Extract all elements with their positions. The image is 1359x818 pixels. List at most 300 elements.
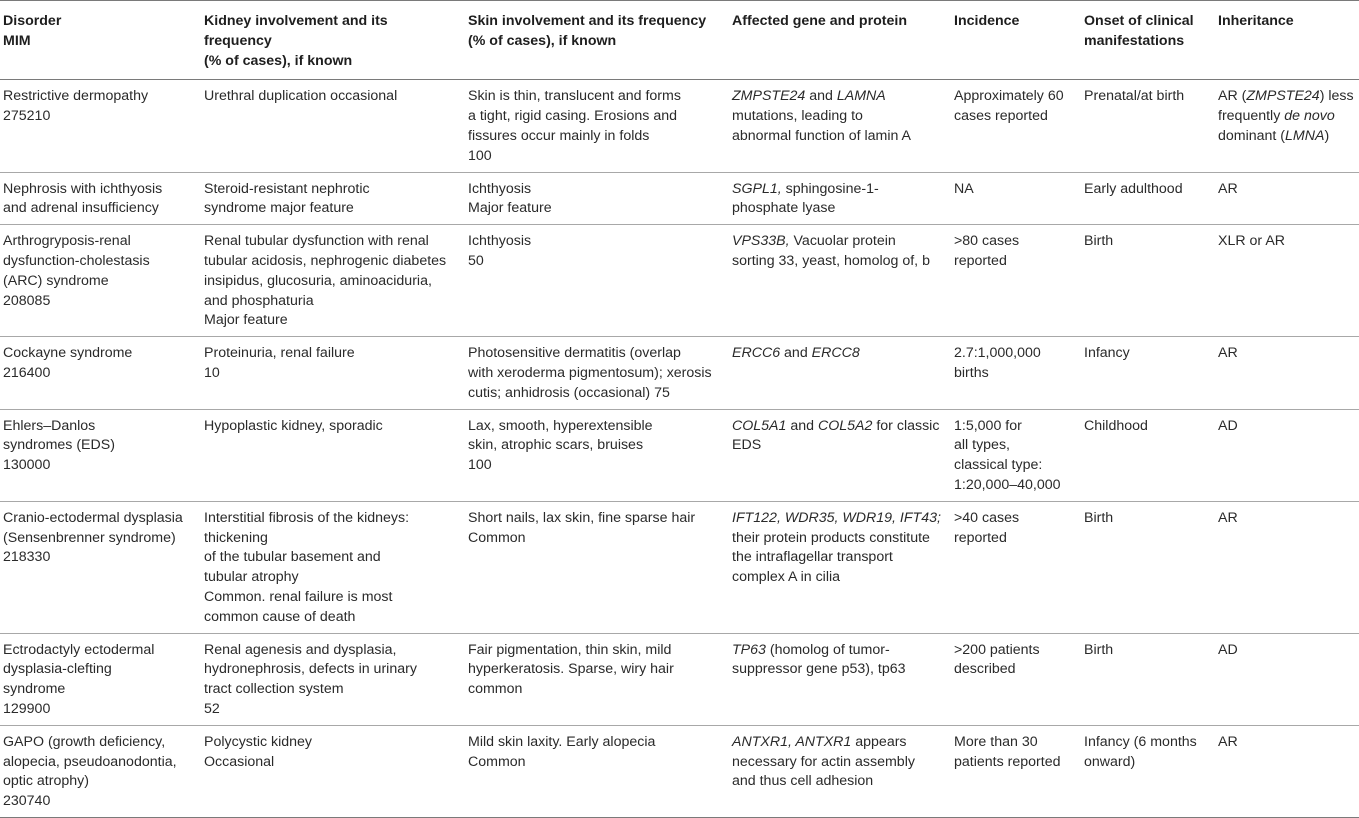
cell-line <box>3 292 195 312</box>
cell-text: Hypoplastic kidney, sporadic <box>204 417 383 434</box>
gene-symbol-text: LAMNA <box>836 88 886 105</box>
cell-text: (Sensenbrenner syndrome) <box>3 529 176 546</box>
cell-line <box>204 548 459 568</box>
table-row <box>0 501 1359 633</box>
cell-line <box>732 252 945 272</box>
header-incidence <box>951 1 1081 80</box>
cell-text: appears <box>851 733 907 750</box>
cell-text: dominant ( <box>1218 127 1286 144</box>
cell-line <box>732 417 945 437</box>
cell-text: and adrenal insufficiency <box>3 200 159 217</box>
cell-text: 216400 <box>3 364 51 381</box>
cell-kidney <box>201 725 465 817</box>
cell-text: the intraflagellar transport <box>732 549 893 566</box>
cell-text: NA <box>954 180 974 197</box>
cell-text: Vacuolar protein <box>789 233 896 250</box>
cell-disorder <box>0 80 201 172</box>
cell-skin <box>465 725 729 817</box>
cell-kidney <box>201 172 465 225</box>
cell-line <box>468 87 723 107</box>
gene-symbol-text: COL5A1 <box>732 417 787 434</box>
cell-kidney <box>201 409 465 501</box>
cell-line <box>732 509 945 529</box>
cell-line <box>732 180 945 200</box>
cell-text: for classic <box>872 417 940 434</box>
cell-line <box>3 700 195 720</box>
cell-text: 208085 <box>3 292 51 309</box>
cell-text: Renal agenesis and dysplasia, <box>204 641 397 658</box>
cell-line <box>954 456 1075 476</box>
cell-text: tubular acidosis, nephrogenic diabetes <box>204 252 447 269</box>
cell-line <box>954 252 1075 272</box>
cell-gene <box>729 80 951 172</box>
cell-line <box>732 568 945 588</box>
cell-text: Skin is thin, translucent and forms <box>468 88 681 105</box>
cell-line <box>468 127 723 147</box>
cell-text: reported <box>954 529 1007 546</box>
gene-symbol-text: ZMPSTE24 <box>1246 88 1320 105</box>
cell-text: reported <box>954 252 1007 269</box>
cell-line <box>204 753 459 773</box>
cell-line <box>1218 509 1353 529</box>
header-kidney-involvement <box>201 1 465 80</box>
cell-text: patients reported <box>954 753 1061 770</box>
cell-text: Cranio-ectodermal dysplasia <box>3 509 183 526</box>
cell-inheritance <box>1215 80 1359 172</box>
cell-disorder <box>0 725 201 817</box>
cell-text: sphingosine-1- <box>781 180 879 197</box>
cell-line <box>204 252 459 272</box>
cell-text: complex A in cilia <box>732 569 841 586</box>
cell-skin <box>465 409 729 501</box>
cell-text: hyperkeratosis. Sparse, wiry hair <box>468 661 674 678</box>
cell-kidney <box>201 225 465 337</box>
header-onset <box>1081 1 1215 80</box>
cell-text: Nephrosis with ichthyosis <box>3 180 163 197</box>
cell-text: >80 cases <box>954 233 1020 250</box>
cell-text: >200 patients <box>954 641 1040 658</box>
cell-text: Ichthyosis <box>468 233 532 250</box>
cell-text: insipidus, glucosuria, aminoaciduria, <box>204 272 432 289</box>
cell-line <box>954 436 1075 456</box>
cell-disorder <box>0 501 201 633</box>
cell-line <box>954 417 1075 437</box>
cell-text: all types, <box>954 437 1010 454</box>
cell-line <box>468 509 723 529</box>
cell-line <box>954 232 1075 252</box>
header-line: (% of cases), if known <box>204 52 353 69</box>
cell-line <box>732 107 945 127</box>
cell-line <box>468 417 723 437</box>
cell-line <box>732 127 945 147</box>
cell-kidney <box>201 337 465 409</box>
cell-text: AR <box>1218 345 1238 362</box>
cell-line <box>732 641 945 661</box>
cell-line <box>3 660 195 680</box>
cell-text: 1:20,000–40,000 <box>954 476 1061 493</box>
header-line: Incidence <box>954 13 1020 29</box>
cell-text: More than 30 <box>954 733 1038 750</box>
cell-text: and <box>805 88 837 105</box>
gene-symbol-text: LMNA <box>1285 127 1325 144</box>
cell-line <box>3 272 195 292</box>
cell-line <box>1084 641 1209 661</box>
cell-text: Childhood <box>1084 417 1148 434</box>
gene-symbol-text: ZMPSTE24 <box>732 88 806 105</box>
cell-text: necessary for actin assembly <box>732 753 915 770</box>
cell-line <box>732 548 945 568</box>
header-line: frequency <box>204 32 272 49</box>
header-inheritance <box>1215 1 1359 80</box>
cell-text: Ehlers–Danlos <box>3 417 96 434</box>
cell-line <box>1218 180 1353 200</box>
cell-text: 129900 <box>3 700 51 717</box>
cell-line <box>1084 753 1209 773</box>
cell-text: thickening <box>204 529 268 546</box>
cell-text: Common. renal failure is most <box>204 588 393 605</box>
cell-line <box>3 107 195 127</box>
cell-line <box>468 384 723 404</box>
cell-text: Early adulthood <box>1084 180 1183 197</box>
cell-line <box>204 292 459 312</box>
cell-text: Fair pigmentation, thin skin, mild <box>468 641 672 658</box>
cell-line <box>468 180 723 200</box>
cell-line <box>954 753 1075 773</box>
cell-skin <box>465 225 729 337</box>
cell-line <box>954 107 1075 127</box>
cell-kidney <box>201 501 465 633</box>
cell-gene <box>729 501 951 633</box>
gene-symbol-text: IFT122, WDR35, WDR19, IFT43; <box>732 509 941 526</box>
cell-line <box>3 753 195 773</box>
cell-onset <box>1081 633 1215 725</box>
cell-incidence <box>951 501 1081 633</box>
cell-text: Photosensitive dermatitis (overlap <box>468 345 681 362</box>
cell-text: 100 <box>468 457 492 474</box>
cell-line <box>1084 417 1209 437</box>
gene-symbol-text: TP63 <box>732 641 766 658</box>
cell-text: and <box>780 345 812 362</box>
cell-text: Steroid-resistant nephrotic <box>204 180 370 197</box>
header-line: (% of cases), if known <box>468 32 617 49</box>
cell-line <box>732 436 945 456</box>
cell-line <box>732 87 945 107</box>
cell-line <box>954 364 1075 384</box>
cell-text: XLR or AR <box>1218 233 1286 250</box>
table-row <box>0 633 1359 725</box>
cell-kidney <box>201 80 465 172</box>
table-row <box>0 80 1359 172</box>
cell-onset <box>1081 172 1215 225</box>
cell-line <box>1218 127 1353 147</box>
cell-line <box>468 147 723 167</box>
header-line: Kidney involvement and its <box>204 13 388 29</box>
cell-line <box>204 272 459 292</box>
cell-text: common cause of death <box>204 608 356 625</box>
cell-line <box>204 568 459 588</box>
cell-line <box>204 180 459 200</box>
cell-line <box>204 700 459 720</box>
cell-text: ) less <box>1319 88 1354 105</box>
cell-line <box>732 199 945 219</box>
header-line: Disorder <box>3 13 62 29</box>
cell-line <box>3 87 195 107</box>
cell-line <box>1084 232 1209 252</box>
cell-text: 218330 <box>3 549 51 566</box>
cell-text: frequently <box>1218 108 1285 125</box>
cell-line <box>1084 87 1209 107</box>
cell-kidney <box>201 633 465 725</box>
cell-line <box>3 180 195 200</box>
cell-line <box>1218 232 1353 252</box>
cell-text: tract collection system <box>204 681 344 698</box>
header-line: Affected gene and protein <box>732 13 907 29</box>
cell-inheritance <box>1215 633 1359 725</box>
cell-line <box>204 199 459 219</box>
cell-text: and <box>786 417 818 434</box>
table-row <box>0 409 1359 501</box>
cell-text: mutations, leading to <box>732 108 863 125</box>
cell-line <box>954 641 1075 661</box>
cell-line <box>732 344 945 364</box>
cell-line <box>468 641 723 661</box>
cell-text: skin, atrophic scars, bruises <box>468 437 644 454</box>
cell-text: (homolog of tumor- <box>765 641 890 658</box>
cell-text: 130000 <box>3 457 51 474</box>
cell-text: with xeroderma pigmentosum); xerosis <box>468 364 712 381</box>
cell-text: cases reported <box>954 108 1048 125</box>
cell-line <box>1084 509 1209 529</box>
cell-text: Approximately 60 <box>954 88 1064 105</box>
cell-line <box>3 509 195 529</box>
cell-line <box>1218 417 1353 437</box>
cell-line <box>3 364 195 384</box>
cell-text: Cockayne syndrome <box>3 345 133 362</box>
cell-onset <box>1081 409 1215 501</box>
cell-line <box>468 344 723 364</box>
gene-symbol-text: ERCC8 <box>811 345 860 362</box>
cell-line <box>954 660 1075 680</box>
cell-skin <box>465 501 729 633</box>
cell-line <box>468 456 723 476</box>
cell-inheritance <box>1215 409 1359 501</box>
cell-incidence <box>951 337 1081 409</box>
cell-line <box>3 548 195 568</box>
cell-text: Mild skin laxity. Early alopecia <box>468 733 656 750</box>
cell-text: Birth <box>1084 509 1114 526</box>
cell-text: Renal tubular dysfunction with renal <box>204 233 429 250</box>
cell-line <box>468 107 723 127</box>
cell-line <box>204 364 459 384</box>
cell-text: 1:5,000 for <box>954 417 1022 434</box>
cell-text: 275210 <box>3 108 51 125</box>
header-line: manifestations <box>1084 32 1185 49</box>
cell-text: Restrictive dermopathy <box>3 88 149 105</box>
cell-text: of the tubular basement and <box>204 549 381 566</box>
cell-line <box>3 456 195 476</box>
cell-text: 2.7:1,000,000 <box>954 345 1041 362</box>
cell-gene <box>729 409 951 501</box>
cell-disorder <box>0 409 201 501</box>
cell-line <box>204 344 459 364</box>
cell-text: alopecia, pseudoanodontia, <box>3 753 177 770</box>
cell-disorder <box>0 633 201 725</box>
cell-line <box>468 529 723 549</box>
cell-text: Common <box>468 529 526 546</box>
cell-text: dysfunction-cholestasis <box>3 252 150 269</box>
cell-text: Interstitial fibrosis of the kidneys: <box>204 509 410 526</box>
cell-line <box>468 252 723 272</box>
cell-text: 100 <box>468 147 492 164</box>
cell-text: Urethral duplication occasional <box>204 88 398 105</box>
cell-incidence <box>951 225 1081 337</box>
cell-onset <box>1081 501 1215 633</box>
cell-text: 10 <box>204 364 220 381</box>
cell-line <box>732 772 945 792</box>
cell-line <box>732 733 945 753</box>
cell-text: syndrome major feature <box>204 200 354 217</box>
gene-symbol-text: SGPL1, <box>732 180 782 197</box>
cell-text: tubular atrophy <box>204 569 299 586</box>
table-row <box>0 225 1359 337</box>
cell-disorder <box>0 172 201 225</box>
cell-disorder <box>0 225 201 337</box>
cell-text: ) <box>1324 127 1330 144</box>
header-line: Skin involvement and its frequency <box>468 13 707 29</box>
cell-line <box>732 753 945 773</box>
header-disorder-mim <box>0 1 201 80</box>
cell-line <box>204 641 459 661</box>
cell-inheritance <box>1215 337 1359 409</box>
cell-line <box>204 660 459 680</box>
cell-line <box>732 232 945 252</box>
cell-text: AR <box>1218 509 1238 526</box>
cell-line <box>1218 733 1353 753</box>
cell-line <box>204 87 459 107</box>
cell-line <box>3 436 195 456</box>
cell-text: Prenatal/at birth <box>1084 88 1185 105</box>
cell-text: Lax, smooth, hyperextensible <box>468 417 653 434</box>
cell-text: Arthrogryposis-renal <box>3 233 131 250</box>
cell-line <box>954 509 1075 529</box>
cell-line <box>3 529 195 549</box>
cell-line <box>204 509 459 529</box>
cell-line <box>468 364 723 384</box>
cell-line <box>3 252 195 272</box>
cell-line <box>954 529 1075 549</box>
cell-gene <box>729 337 951 409</box>
cell-onset <box>1081 337 1215 409</box>
cell-gene <box>729 725 951 817</box>
cell-text: Polycystic kidney <box>204 733 313 750</box>
cell-text: 230740 <box>3 793 51 810</box>
table-body <box>0 80 1359 818</box>
cell-text: abnormal function of lamin A <box>732 127 912 144</box>
cell-incidence <box>951 409 1081 501</box>
cell-text: Birth <box>1084 233 1114 250</box>
cell-skin <box>465 172 729 225</box>
cell-text: hydronephrosis, defects in urinary <box>204 661 417 678</box>
cell-disorder <box>0 337 201 409</box>
cell-text: a tight, rigid casing. Erosions and <box>468 108 677 125</box>
cell-line <box>468 753 723 773</box>
cell-incidence <box>951 172 1081 225</box>
header-affected-gene <box>729 1 951 80</box>
gene-symbol-text: ERCC6 <box>732 345 781 362</box>
cell-line <box>3 641 195 661</box>
cell-text: GAPO (growth deficiency, <box>3 733 166 750</box>
cell-text: syndromes (EDS) <box>3 437 115 454</box>
cell-line <box>204 311 459 331</box>
cell-line <box>1084 344 1209 364</box>
cell-text: AR <box>1218 180 1238 197</box>
cell-line <box>1218 87 1353 107</box>
cell-text: Ichthyosis <box>468 180 532 197</box>
cell-text: syndrome <box>3 681 66 698</box>
header-skin-involvement <box>465 1 729 80</box>
cell-text: common <box>468 681 523 698</box>
cell-text: AR <box>1218 733 1238 750</box>
cell-skin <box>465 633 729 725</box>
cell-text: >40 cases <box>954 509 1020 526</box>
cell-text: their protein products constitute <box>732 529 930 546</box>
cell-text: onward) <box>1084 753 1136 770</box>
cell-gene <box>729 633 951 725</box>
cell-line <box>3 417 195 437</box>
cell-line <box>954 476 1075 496</box>
cell-text: Major feature <box>468 200 552 217</box>
cell-text: AD <box>1218 641 1238 658</box>
cell-text: and phosphaturia <box>204 292 314 309</box>
cell-line <box>954 87 1075 107</box>
header-line: Onset of clinical <box>1084 13 1194 29</box>
cell-line <box>1218 641 1353 661</box>
cell-text: classical type: <box>954 457 1043 474</box>
cell-text: EDS <box>732 437 762 454</box>
cell-line <box>732 529 945 549</box>
cell-text: Occasional <box>204 753 275 770</box>
cell-text: Common <box>468 753 526 770</box>
cell-text: 52 <box>204 700 220 717</box>
cell-gene <box>729 172 951 225</box>
cell-gene <box>729 225 951 337</box>
cell-skin <box>465 80 729 172</box>
cell-text: AD <box>1218 417 1238 434</box>
cell-incidence <box>951 80 1081 172</box>
cell-text: (ARC) syndrome <box>3 272 109 289</box>
cell-text: Ectrodactyly ectodermal <box>3 641 155 658</box>
cell-line <box>3 733 195 753</box>
cell-line <box>468 733 723 753</box>
cell-line <box>3 232 195 252</box>
cell-text: 50 <box>468 252 484 269</box>
cell-line <box>204 529 459 549</box>
cell-text: AR ( <box>1218 88 1247 105</box>
cell-line <box>204 417 459 437</box>
cell-line <box>204 232 459 252</box>
cell-text: Infancy (6 months <box>1084 733 1197 750</box>
gene-symbol-text: VPS33B, <box>732 233 790 250</box>
gene-symbol-text: COL5A2 <box>817 417 873 434</box>
cell-incidence <box>951 633 1081 725</box>
cell-line <box>468 680 723 700</box>
cell-line <box>1218 107 1353 127</box>
cell-text: Proteinuria, renal failure <box>204 345 355 362</box>
gene-symbol-text: de novo <box>1284 108 1335 125</box>
cell-text: sorting 33, yeast, homolog of, b <box>732 252 930 269</box>
cell-line <box>3 344 195 364</box>
cell-line <box>3 680 195 700</box>
